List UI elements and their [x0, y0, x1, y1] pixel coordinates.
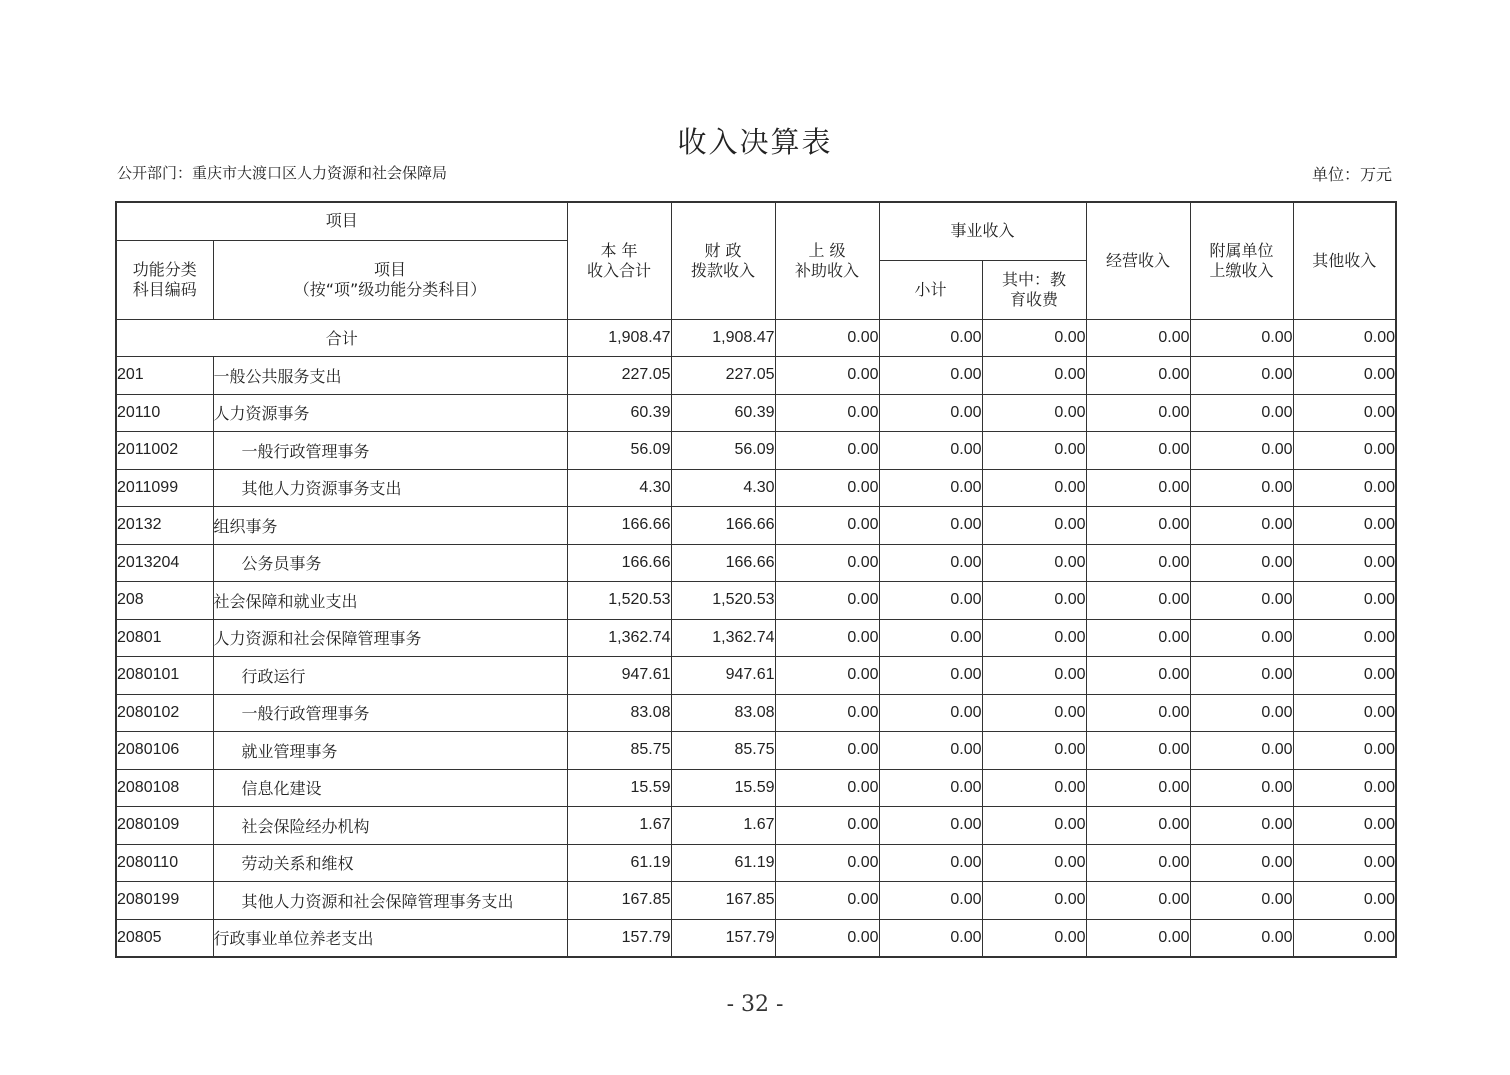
- row-value: 0.00: [1293, 732, 1396, 770]
- row-value: 0.00: [775, 844, 879, 882]
- table-row: [116, 657, 1396, 695]
- row-name: 行政运行: [213, 657, 567, 695]
- row-value: 0.00: [879, 469, 982, 507]
- row-code: 20110: [116, 394, 213, 432]
- total-value: 1,908.47: [567, 319, 671, 357]
- row-code: 2080106: [116, 732, 213, 770]
- total-row: [116, 319, 1396, 357]
- row-value: 0.00: [879, 694, 982, 732]
- row-value: 15.59: [567, 769, 671, 807]
- row-value: 60.39: [671, 394, 775, 432]
- row-code: 20801: [116, 619, 213, 657]
- row-value: 0.00: [1086, 657, 1190, 695]
- row-value: 0.00: [775, 582, 879, 620]
- row-value: 166.66: [671, 507, 775, 545]
- row-value: 83.08: [567, 694, 671, 732]
- row-value: 0.00: [982, 694, 1086, 732]
- row-code: 2080108: [116, 769, 213, 807]
- row-value: 56.09: [567, 432, 671, 470]
- row-value: 0.00: [1190, 844, 1293, 882]
- row-value: 157.79: [567, 919, 671, 957]
- row-value: 0.00: [1190, 769, 1293, 807]
- row-value: 0.00: [1293, 507, 1396, 545]
- row-value: 0.00: [1086, 844, 1190, 882]
- row-value: 0.00: [879, 507, 982, 545]
- header-affiliated: 附属单位 上缴收入: [1190, 202, 1293, 319]
- total-value: 0.00: [982, 319, 1086, 357]
- row-value: 15.59: [671, 769, 775, 807]
- row-code: 208: [116, 582, 213, 620]
- row-name: 一般公共服务支出: [213, 357, 567, 395]
- header-edu-fee: 其中：教 育收费: [982, 260, 1086, 319]
- row-code: 2080101: [116, 657, 213, 695]
- row-value: 0.00: [1293, 432, 1396, 470]
- row-value: 0.00: [1086, 582, 1190, 620]
- row-value: 0.00: [775, 469, 879, 507]
- row-code: 20805: [116, 919, 213, 957]
- row-value: 0.00: [879, 732, 982, 770]
- row-value: 947.61: [671, 657, 775, 695]
- row-value: 0.00: [879, 769, 982, 807]
- row-value: 0.00: [1190, 432, 1293, 470]
- row-value: 0.00: [1190, 882, 1293, 920]
- row-value: 0.00: [1293, 882, 1396, 920]
- row-value: 0.00: [879, 432, 982, 470]
- row-code: 2013204: [116, 544, 213, 582]
- row-value: 4.30: [567, 469, 671, 507]
- row-value: 0.00: [982, 432, 1086, 470]
- row-name: 劳动关系和维权: [213, 844, 567, 882]
- row-value: 0.00: [1293, 769, 1396, 807]
- row-value: 0.00: [982, 882, 1086, 920]
- row-name: 人力资源事务: [213, 394, 567, 432]
- row-value: 1,520.53: [567, 582, 671, 620]
- row-value: 0.00: [1086, 507, 1190, 545]
- row-value: 1,520.53: [671, 582, 775, 620]
- row-value: 0.00: [982, 769, 1086, 807]
- table-row: [116, 469, 1396, 507]
- row-value: 0.00: [775, 732, 879, 770]
- row-value: 0.00: [775, 394, 879, 432]
- row-value: 0.00: [775, 357, 879, 395]
- row-value: 0.00: [775, 919, 879, 957]
- row-value: 0.00: [775, 507, 879, 545]
- row-value: 0.00: [1086, 357, 1190, 395]
- row-value: 0.00: [982, 544, 1086, 582]
- row-value: 0.00: [879, 844, 982, 882]
- row-value: 167.85: [567, 882, 671, 920]
- row-value: 0.00: [775, 657, 879, 695]
- row-value: 227.05: [567, 357, 671, 395]
- row-value: 0.00: [1086, 807, 1190, 845]
- row-value: 0.00: [1190, 394, 1293, 432]
- row-value: 0.00: [1293, 844, 1396, 882]
- row-value: 166.66: [671, 544, 775, 582]
- row-code: 2080110: [116, 844, 213, 882]
- row-value: 0.00: [982, 582, 1086, 620]
- table-body: [116, 319, 1396, 957]
- header-subtotal: 小计: [879, 260, 982, 319]
- table-row: [116, 432, 1396, 470]
- row-code: 20132: [116, 507, 213, 545]
- table-row: [116, 507, 1396, 545]
- row-code: 2080199: [116, 882, 213, 920]
- table-row: [116, 357, 1396, 395]
- row-value: 0.00: [1190, 469, 1293, 507]
- row-name: 一般行政管理事务: [213, 694, 567, 732]
- row-value: 0.00: [775, 882, 879, 920]
- row-value: 0.00: [982, 394, 1086, 432]
- row-value: 0.00: [1086, 544, 1190, 582]
- total-value: 0.00: [1293, 319, 1396, 357]
- row-value: 56.09: [671, 432, 775, 470]
- row-value: 0.00: [1086, 882, 1190, 920]
- table-row: [116, 844, 1396, 882]
- row-value: 85.75: [567, 732, 671, 770]
- row-value: 0.00: [1190, 919, 1293, 957]
- total-value: 0.00: [1190, 319, 1293, 357]
- row-value: 0.00: [982, 657, 1086, 695]
- row-name: 其他人力资源事务支出: [213, 469, 567, 507]
- row-value: 0.00: [1190, 619, 1293, 657]
- row-value: 0.00: [775, 432, 879, 470]
- row-value: 0.00: [982, 619, 1086, 657]
- total-value: 0.00: [775, 319, 879, 357]
- row-value: 60.39: [567, 394, 671, 432]
- header-superior: 上 级 补助收入: [775, 202, 879, 319]
- row-value: 1,362.74: [671, 619, 775, 657]
- row-code: 2080102: [116, 694, 213, 732]
- row-value: 0.00: [982, 357, 1086, 395]
- row-code: 2011099: [116, 469, 213, 507]
- row-value: 0.00: [1086, 394, 1190, 432]
- row-value: 83.08: [671, 694, 775, 732]
- page-title: 收入决算表: [677, 125, 833, 159]
- row-value: 0.00: [879, 544, 982, 582]
- row-value: 0.00: [1293, 544, 1396, 582]
- row-value: 0.00: [1293, 469, 1396, 507]
- table-row: [116, 582, 1396, 620]
- row-value: 166.66: [567, 544, 671, 582]
- row-value: 0.00: [879, 394, 982, 432]
- total-label: 合计: [116, 319, 567, 357]
- row-value: 0.00: [775, 769, 879, 807]
- row-value: 4.30: [671, 469, 775, 507]
- row-name: 公务员事务: [213, 544, 567, 582]
- row-name: 一般行政管理事务: [213, 432, 567, 470]
- table-header: [116, 202, 1396, 319]
- row-value: 0.00: [1190, 732, 1293, 770]
- table-row: [116, 619, 1396, 657]
- header-other: 其他收入: [1293, 202, 1396, 319]
- department-label: 公开部门：重庆市大渡口区人力资源和社会保障局: [117, 164, 448, 182]
- row-name: 信息化建设: [213, 769, 567, 807]
- total-value: 1,908.47: [671, 319, 775, 357]
- row-value: 1.67: [671, 807, 775, 845]
- row-value: 0.00: [879, 582, 982, 620]
- row-name: 就业管理事务: [213, 732, 567, 770]
- row-value: 0.00: [1293, 694, 1396, 732]
- row-value: 0.00: [1190, 807, 1293, 845]
- row-value: 0.00: [879, 919, 982, 957]
- total-value: 0.00: [1086, 319, 1190, 357]
- table-row: [116, 544, 1396, 582]
- table-row: [116, 694, 1396, 732]
- row-name: 社会保障和就业支出: [213, 582, 567, 620]
- row-value: 0.00: [982, 807, 1086, 845]
- row-value: 85.75: [671, 732, 775, 770]
- row-value: 0.00: [775, 619, 879, 657]
- header-item-name: 项目 （按“项”级功能分类科目）: [213, 240, 567, 319]
- row-value: 0.00: [1293, 394, 1396, 432]
- header-operating: 经营收入: [1086, 202, 1190, 319]
- row-value: 0.00: [775, 544, 879, 582]
- table-row: [116, 807, 1396, 845]
- row-value: 0.00: [1086, 919, 1190, 957]
- row-value: 0.00: [1293, 657, 1396, 695]
- header-fiscal: 财 政 拨款收入: [671, 202, 775, 319]
- row-value: 0.00: [982, 507, 1086, 545]
- row-value: 227.05: [671, 357, 775, 395]
- row-value: 0.00: [982, 469, 1086, 507]
- row-value: 0.00: [879, 357, 982, 395]
- header-func-code: 功能分类 科目编码: [116, 240, 213, 319]
- row-code: 2011002: [116, 432, 213, 470]
- row-value: 0.00: [982, 844, 1086, 882]
- row-value: 0.00: [879, 619, 982, 657]
- header-total: 本 年 收入合计: [567, 202, 671, 319]
- row-value: 61.19: [567, 844, 671, 882]
- row-code: 2080109: [116, 807, 213, 845]
- row-value: 0.00: [1293, 357, 1396, 395]
- income-table: [115, 201, 1397, 958]
- row-value: 61.19: [671, 844, 775, 882]
- row-value: 0.00: [879, 657, 982, 695]
- header-project-group: 项目: [116, 202, 567, 240]
- page-number: - 32 -: [726, 992, 784, 1017]
- row-name: 社会保险经办机构: [213, 807, 567, 845]
- row-value: 0.00: [879, 807, 982, 845]
- row-value: 0.00: [1293, 807, 1396, 845]
- row-value: 0.00: [1086, 469, 1190, 507]
- row-value: 0.00: [1086, 769, 1190, 807]
- row-value: 0.00: [1086, 694, 1190, 732]
- row-value: 947.61: [567, 657, 671, 695]
- unit-label: 单位：万元: [1311, 165, 1392, 184]
- table-row: [116, 732, 1396, 770]
- row-name: 人力资源和社会保障管理事务: [213, 619, 567, 657]
- row-value: 0.00: [1086, 732, 1190, 770]
- row-value: 0.00: [775, 807, 879, 845]
- total-value: 0.00: [879, 319, 982, 357]
- header-undertaking: 事业收入: [879, 202, 1086, 260]
- row-name: 行政事业单位养老支出: [213, 919, 567, 957]
- row-value: 1,362.74: [567, 619, 671, 657]
- row-value: 0.00: [1190, 657, 1293, 695]
- row-code: 201: [116, 357, 213, 395]
- row-value: 0.00: [1293, 582, 1396, 620]
- table-row: [116, 882, 1396, 920]
- row-value: 0.00: [982, 919, 1086, 957]
- row-value: 0.00: [1086, 619, 1190, 657]
- row-value: 0.00: [879, 882, 982, 920]
- row-value: 0.00: [1190, 694, 1293, 732]
- table-row: [116, 919, 1396, 957]
- row-value: 0.00: [775, 694, 879, 732]
- row-value: 0.00: [1190, 544, 1293, 582]
- row-value: 0.00: [1190, 507, 1293, 545]
- row-value: 0.00: [1190, 582, 1293, 620]
- row-value: 0.00: [1086, 432, 1190, 470]
- row-name: 组织事务: [213, 507, 567, 545]
- row-value: 1.67: [567, 807, 671, 845]
- row-value: 167.85: [671, 882, 775, 920]
- row-value: 166.66: [567, 507, 671, 545]
- row-value: 0.00: [1293, 619, 1396, 657]
- table-row: [116, 394, 1396, 432]
- row-value: 157.79: [671, 919, 775, 957]
- row-value: 0.00: [982, 732, 1086, 770]
- table-row: [116, 769, 1396, 807]
- row-value: 0.00: [1293, 919, 1396, 957]
- row-value: 0.00: [1190, 357, 1293, 395]
- row-name: 其他人力资源和社会保障管理事务支出: [213, 882, 567, 920]
